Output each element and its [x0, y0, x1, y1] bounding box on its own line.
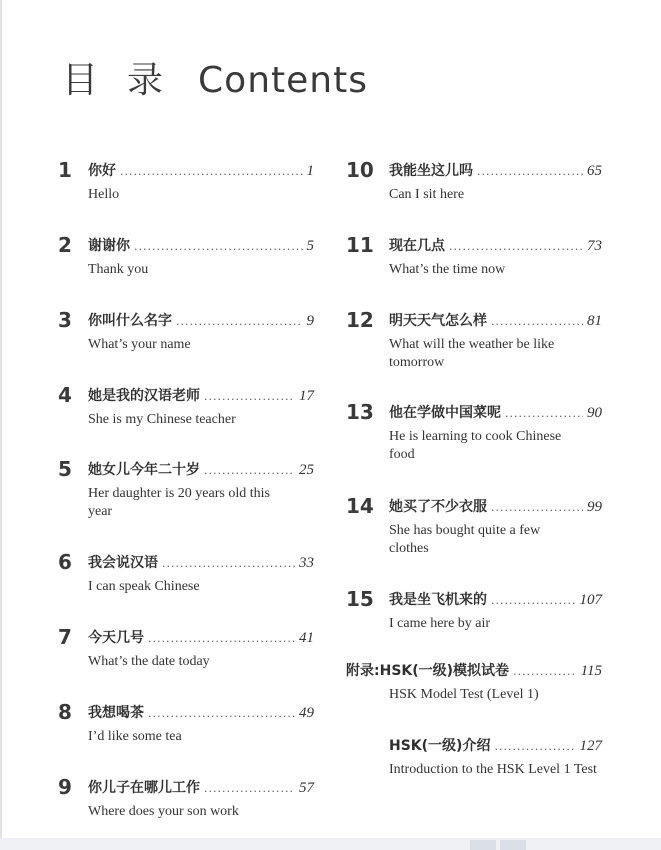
lesson-title-cn: 你儿子在哪儿工作	[88, 780, 200, 796]
toc-entry[interactable]	[346, 589, 602, 660]
lesson-title-cn: 他在学做中国菜呢	[389, 405, 501, 421]
dot-leader	[449, 240, 583, 253]
page-number: 57	[299, 780, 314, 796]
lesson-title-en: What will the weather be like tomorrow	[389, 337, 555, 370]
page-number: 5	[306, 238, 314, 254]
dot-leader	[491, 594, 576, 607]
toc-entry[interactable]	[346, 235, 602, 310]
toc-entry[interactable]	[346, 496, 602, 589]
dot-leader	[513, 665, 577, 678]
lesson-number: 4	[58, 383, 72, 407]
appendix-title-cn: HSK(一级)模拟试卷	[379, 663, 510, 679]
lesson-number: 13	[346, 400, 374, 424]
lesson-title-en: What’s the time now	[389, 262, 506, 277]
lesson-title-en: Her daughter is 20 years old this year	[88, 486, 270, 519]
lesson-title-en: I’d like some tea	[88, 729, 182, 744]
toc-entry[interactable]	[58, 160, 314, 235]
toc-entry[interactable]	[346, 310, 602, 402]
title-cn-1: 目	[62, 60, 100, 101]
page-number: 99	[587, 499, 602, 515]
lesson-title-en: She is my Chinese teacher	[88, 412, 236, 427]
toc-entry[interactable]	[58, 235, 314, 310]
lesson-number: 14	[346, 494, 374, 518]
lesson-number: 11	[346, 233, 374, 257]
lesson-number: 8	[58, 700, 72, 724]
page-number: 49	[299, 705, 314, 721]
dot-leader	[134, 240, 303, 253]
lesson-number: 3	[58, 308, 72, 332]
lesson-number: 12	[346, 308, 374, 332]
toc-entry[interactable]	[58, 552, 314, 627]
toolbar-tab[interactable]	[500, 840, 526, 850]
toc-entry[interactable]	[58, 702, 314, 777]
page-number: 25	[299, 462, 314, 478]
lesson-title-cn: 你叫什么名字	[88, 313, 172, 329]
dot-leader	[148, 632, 295, 645]
page-title	[62, 52, 368, 103]
lesson-title-en: Where does your son work	[88, 804, 239, 819]
lesson-title-en: I can speak Chinese	[88, 579, 200, 594]
dot-leader	[477, 165, 583, 178]
lesson-title-cn: 她女儿今年二十岁	[88, 462, 200, 478]
lesson-title-cn: 我会说汉语	[88, 555, 158, 571]
dot-leader	[491, 315, 583, 328]
lesson-title-cn: 今天几号	[88, 630, 144, 646]
toc-entry[interactable]	[58, 627, 314, 702]
lesson-number: 6	[58, 550, 72, 574]
page-number: 65	[587, 163, 602, 179]
page-number: 41	[299, 630, 314, 646]
bottom-toolbar-strip	[0, 838, 661, 850]
toc-entry-appendix[interactable]	[346, 735, 602, 805]
lesson-title-cn: 你好	[88, 163, 116, 179]
lesson-number: 10	[346, 158, 374, 182]
dot-leader	[204, 782, 295, 795]
lesson-title-en: She has bought quite a few clothes	[389, 523, 541, 556]
lesson-title-cn: 谢谢你	[88, 238, 130, 254]
dot-leader	[204, 464, 295, 477]
dot-leader	[148, 707, 295, 720]
toc-entry[interactable]	[346, 160, 602, 235]
appendix-title-cn: HSK(一级)介绍	[389, 738, 491, 754]
appendix-prefix: 附录:	[346, 663, 380, 679]
toc-right-column	[346, 160, 602, 805]
toc-entry[interactable]	[58, 385, 314, 459]
toc-entry-appendix[interactable]	[346, 660, 602, 735]
page-number: 127	[579, 738, 602, 754]
lesson-number: 5	[58, 457, 72, 481]
lesson-title-cn: 现在几点	[389, 238, 445, 254]
page-number: 17	[299, 388, 314, 404]
page-number: 107	[579, 592, 602, 608]
dot-leader	[120, 165, 303, 178]
lesson-title-en: Can I sit here	[389, 187, 465, 202]
title-cn-2: 录	[127, 60, 165, 101]
appendix-title-en: Introduction to the HSK Level 1 Test	[389, 762, 597, 777]
page-number: 81	[587, 313, 602, 329]
dot-leader	[162, 557, 295, 570]
toc-entry[interactable]	[58, 459, 314, 552]
lesson-title-en: Thank you	[88, 262, 149, 277]
lesson-title-cn: 我想喝茶	[88, 705, 144, 721]
lesson-title-en: I came here by air	[389, 616, 491, 631]
lesson-title-cn: 我是坐飞机来的	[389, 592, 487, 608]
dot-leader	[176, 315, 303, 328]
page-number: 1	[306, 163, 314, 179]
lesson-title-cn: 明天天气怎么样	[389, 313, 487, 329]
appendix-title-en: HSK Model Test (Level 1)	[389, 687, 539, 702]
dot-leader	[505, 407, 583, 420]
lesson-number: 1	[58, 158, 72, 182]
page-number: 33	[299, 555, 314, 571]
toc-entry[interactable]	[58, 310, 314, 385]
lesson-title-en: What’s your name	[88, 337, 191, 352]
page-number: 9	[306, 313, 314, 329]
title-en: Contents	[198, 60, 368, 101]
page-number: 115	[580, 663, 602, 679]
lesson-title-en: What’s the date today	[88, 654, 210, 669]
lesson-number: 7	[58, 625, 72, 649]
lesson-title-en: Hello	[88, 187, 120, 202]
toolbar-tab[interactable]	[470, 840, 496, 850]
lesson-title-cn: 她是我的汉语老师	[88, 388, 200, 404]
toc-left-column	[58, 160, 314, 837]
toc-entry[interactable]	[58, 777, 314, 837]
toc-entry[interactable]	[346, 402, 602, 496]
dot-leader	[204, 390, 295, 403]
dot-leader	[491, 501, 583, 514]
page-number: 73	[587, 238, 602, 254]
lesson-number: 9	[58, 775, 72, 799]
page-number: 90	[587, 405, 602, 421]
lesson-number: 15	[346, 587, 374, 611]
lesson-number: 2	[58, 233, 72, 257]
lesson-title-en: He is learning to cook Chinese food	[389, 429, 562, 462]
lesson-title-cn: 我能坐这儿吗	[389, 163, 473, 179]
lesson-title-cn: 她买了不少衣服	[389, 499, 487, 515]
dot-leader	[494, 740, 575, 753]
